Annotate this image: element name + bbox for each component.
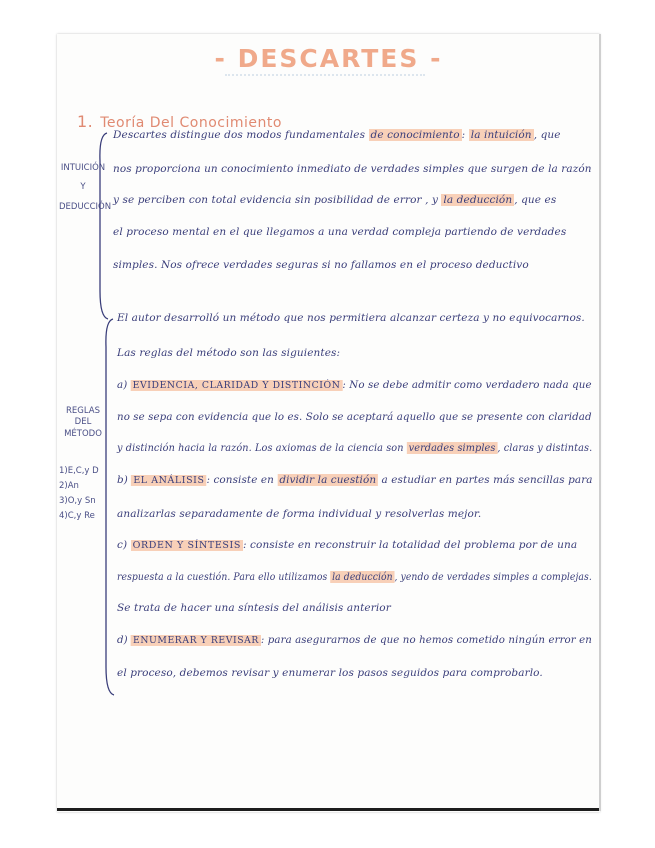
side-label-del: DEL bbox=[74, 417, 92, 428]
side-rule-4: 4)C,y Re bbox=[59, 510, 95, 521]
block1-line1: Descartes distingue dos modos fundamentales de conocimiento : la intuición , que bbox=[113, 129, 561, 141]
notebook-page bbox=[57, 34, 600, 812]
block2-line12: el proceso, debemos revisar y enumerar los pasos seguidos para comprobarlo. bbox=[117, 667, 543, 679]
block2-line11: d) ENUMERAR Y REVISAR : para asegurarnos de que no hemos cometido ningún error en bbox=[117, 634, 592, 646]
side-label-reglas: REGLAS bbox=[65, 406, 100, 416]
block1-line2: nos proporciona un conocimiento inmediato de verdades simples que surgen de la razón bbox=[113, 163, 592, 175]
bracket-block2 bbox=[101, 317, 115, 697]
block2-line5: y distinción hacia la razón. Los axiomas de la ciencia son verdades simples , claras y distintas. bbox=[117, 442, 593, 454]
page-title: - DESCARTES - bbox=[214, 44, 443, 73]
side-label-intuicion: INTUICIÓN bbox=[60, 163, 106, 173]
block1-line5: simples. Nos ofrece verdades seguras si no fallamos en el proceso deductivo bbox=[113, 259, 529, 271]
section-title: Teoría Del Conocimiento bbox=[100, 115, 282, 131]
block2-line1: El autor desarrolló un método que nos permitiera alcanzar certeza y no equivocarnos. bbox=[117, 312, 585, 324]
side-label-y: Y bbox=[80, 182, 86, 193]
block2-line10: Se trata de hacer una síntesis del análisis anterior bbox=[117, 602, 391, 614]
side-rule-3: 3)O,y Sn bbox=[59, 495, 96, 506]
side-label-deduccion: DEDUCCIÓN bbox=[59, 201, 112, 212]
block2-line6: b) EL ANÁLISIS : consiste en dividir la cuestión a estudiar en partes más sencillas para bbox=[117, 474, 593, 486]
side-label-metodo: MÉTODO bbox=[64, 428, 102, 439]
block1-line3: y se perciben con total evidencia sin posibilidad de error , y la deducción , que es bbox=[113, 194, 557, 206]
side-rule-1: 1)E,C,y D bbox=[59, 466, 99, 476]
side-label-reglas-block bbox=[59, 406, 107, 440]
block2-line7: analizarlas separadamente de forma individual y resolverlas mejor. bbox=[117, 508, 482, 520]
bracket-block1 bbox=[95, 131, 109, 321]
section-number: 1. bbox=[77, 112, 94, 131]
side-rule-2: 2)An bbox=[59, 480, 79, 491]
title-underline-decoration bbox=[225, 74, 425, 79]
page-right-edge bbox=[599, 34, 601, 811]
block1-line4: el proceso mental en el que llegamos a una verdad compleja partiendo de verdades bbox=[113, 226, 567, 238]
block2-line8: c) ORDEN Y SÍNTESIS : consiste en reconstruir la totalidad del problema por de una bbox=[117, 539, 578, 551]
block2-line2: Las reglas del método son las siguientes: bbox=[117, 347, 341, 359]
block2-line4: no se sepa con evidencia que lo es. Solo se aceptará aquello que se presente con claridad bbox=[117, 411, 592, 423]
block2-line9: respuesta a la cuestión. Para ello utilizamos la deducción , yendo de verdades simples a complejas. bbox=[117, 571, 592, 583]
block2-line3: a) EVIDENCIA, CLARIDAD Y DISTINCIÓN : No se debe admitir como verdadero nada que bbox=[117, 379, 592, 391]
page-bottom-edge bbox=[57, 808, 600, 811]
